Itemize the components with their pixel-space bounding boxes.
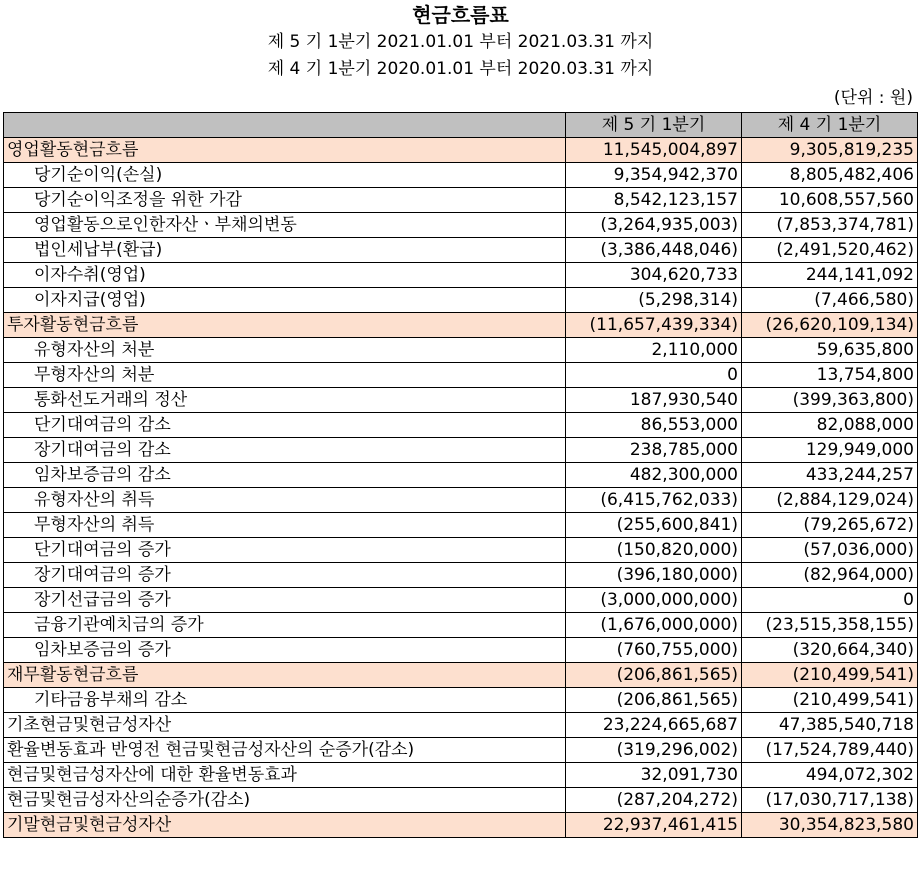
row-current-value: 22,937,461,415	[566, 813, 742, 838]
row-label: 장기대여금의 감소	[4, 438, 566, 463]
row-current-value: (287,204,272)	[566, 788, 742, 813]
row-current-value: 8,542,123,157	[566, 188, 742, 213]
row-prior-value: (399,363,800)	[742, 388, 918, 413]
row-prior-value: 13,754,800	[742, 363, 918, 388]
row-prior-value: (79,265,672)	[742, 513, 918, 538]
table-row	[4, 313, 918, 338]
row-prior-value: (210,499,541)	[742, 663, 918, 688]
row-current-value: (150,820,000)	[566, 538, 742, 563]
table-row	[4, 288, 918, 313]
row-prior-value: 8,805,482,406	[742, 163, 918, 188]
row-current-value: 23,224,665,687	[566, 713, 742, 738]
table-row	[4, 363, 918, 388]
row-prior-value: 433,244,257	[742, 463, 918, 488]
table-row	[4, 713, 918, 738]
row-current-value: (3,386,448,046)	[566, 238, 742, 263]
header-current-period: 제 5 기 1분기	[566, 113, 742, 138]
table-row	[4, 338, 918, 363]
row-current-value: 482,300,000	[566, 463, 742, 488]
row-prior-value: (2,491,520,462)	[742, 238, 918, 263]
row-current-value: 11,545,004,897	[566, 138, 742, 163]
table-row	[4, 638, 918, 663]
row-current-value: (5,298,314)	[566, 288, 742, 313]
table-row	[4, 138, 918, 163]
row-current-value: 238,785,000	[566, 438, 742, 463]
row-prior-value: (23,515,358,155)	[742, 613, 918, 638]
row-prior-value: (7,466,580)	[742, 288, 918, 313]
row-label: 현금및현금성자산의순증가(감소)	[4, 788, 566, 813]
table-row	[4, 213, 918, 238]
row-label: 유형자산의 처분	[4, 338, 566, 363]
row-prior-value: 129,949,000	[742, 438, 918, 463]
table-row	[4, 413, 918, 438]
table-row	[4, 188, 918, 213]
row-label: 무형자산의 처분	[4, 363, 566, 388]
row-prior-value: (17,524,789,440)	[742, 738, 918, 763]
row-current-value: 9,354,942,370	[566, 163, 742, 188]
row-prior-value: 0	[742, 588, 918, 613]
period-prior: 제 4 기 1분기 2020.01.01 부터 2020.03.31 까지	[267, 59, 654, 79]
row-current-value: (319,296,002)	[566, 738, 742, 763]
row-prior-value: (26,620,109,134)	[742, 313, 918, 338]
row-current-value: 187,930,540	[566, 388, 742, 413]
row-current-value: (760,755,000)	[566, 638, 742, 663]
row-current-value: (11,657,439,334)	[566, 313, 742, 338]
row-current-value: (3,000,000,000)	[566, 588, 742, 613]
table-row	[4, 813, 918, 838]
row-label: 이자지급(영업)	[4, 288, 566, 313]
header-label-column	[4, 113, 566, 138]
row-prior-value: (320,664,340)	[742, 638, 918, 663]
table-row	[4, 238, 918, 263]
statement-title: 현금흐름표	[412, 3, 509, 27]
row-current-value: 0	[566, 363, 742, 388]
row-label: 환율변동효과 반영전 현금및현금성자산의 순증가(감소)	[4, 738, 566, 763]
table-row	[4, 488, 918, 513]
table-row	[4, 163, 918, 188]
row-prior-value: (7,853,374,781)	[742, 213, 918, 238]
row-label: 임차보증금의 감소	[4, 463, 566, 488]
row-prior-value: 82,088,000	[742, 413, 918, 438]
row-current-value: 304,620,733	[566, 263, 742, 288]
header-prior-period: 제 4 기 1분기	[742, 113, 918, 138]
row-current-value: (396,180,000)	[566, 563, 742, 588]
row-prior-value: 30,354,823,580	[742, 813, 918, 838]
row-label: 당기순이익(손실)	[4, 163, 566, 188]
table-row	[4, 388, 918, 413]
row-current-value: (255,600,841)	[566, 513, 742, 538]
row-label: 당기순이익조정을 위한 가감	[4, 188, 566, 213]
row-label: 유형자산의 취득	[4, 488, 566, 513]
row-prior-value: 9,305,819,235	[742, 138, 918, 163]
row-label: 임차보증금의 증가	[4, 638, 566, 663]
row-label: 투자활동현금흐름	[4, 313, 566, 338]
row-prior-value: (57,036,000)	[742, 538, 918, 563]
table-row	[4, 613, 918, 638]
cash-flow-table	[3, 112, 918, 838]
row-current-value: (6,415,762,033)	[566, 488, 742, 513]
row-label: 재무활동현금흐름	[4, 663, 566, 688]
table-row	[4, 563, 918, 588]
row-prior-value: 47,385,540,718	[742, 713, 918, 738]
row-label: 무형자산의 취득	[4, 513, 566, 538]
table-row	[4, 738, 918, 763]
row-prior-value: (210,499,541)	[742, 688, 918, 713]
table-row	[4, 763, 918, 788]
row-label: 단기대여금의 감소	[4, 413, 566, 438]
table-row	[4, 788, 918, 813]
period-current: 제 5 기 1분기 2021.01.01 부터 2021.03.31 까지	[267, 32, 654, 52]
row-label: 기말현금및현금성자산	[4, 813, 566, 838]
row-label: 기타금융부채의 감소	[4, 688, 566, 713]
unit-label: (단위 : 원)	[833, 88, 913, 108]
row-label: 단기대여금의 증가	[4, 538, 566, 563]
row-prior-value: 59,635,800	[742, 338, 918, 363]
table-row	[4, 463, 918, 488]
table-row	[4, 588, 918, 613]
table-row	[4, 438, 918, 463]
row-label: 현금및현금성자산에 대한 환율변동효과	[4, 763, 566, 788]
row-label: 기초현금및현금성자산	[4, 713, 566, 738]
table-row	[4, 688, 918, 713]
row-label: 이자수취(영업)	[4, 263, 566, 288]
table-header-row	[4, 113, 918, 138]
row-current-value: (3,264,935,003)	[566, 213, 742, 238]
row-prior-value: (82,964,000)	[742, 563, 918, 588]
row-label: 장기대여금의 증가	[4, 563, 566, 588]
row-prior-value: 244,141,092	[742, 263, 918, 288]
row-current-value: (1,676,000,000)	[566, 613, 742, 638]
row-current-value: 32,091,730	[566, 763, 742, 788]
table-row	[4, 263, 918, 288]
row-label: 영업활동으로인한자산ㆍ부채의변동	[4, 213, 566, 238]
table-row	[4, 513, 918, 538]
row-label: 금융기관예치금의 증가	[4, 613, 566, 638]
table-row	[4, 663, 918, 688]
row-current-value: 2,110,000	[566, 338, 742, 363]
row-current-value: (206,861,565)	[566, 688, 742, 713]
row-label: 통화선도거래의 정산	[4, 388, 566, 413]
table-row	[4, 538, 918, 563]
row-label: 장기선급금의 증가	[4, 588, 566, 613]
row-current-value: 86,553,000	[566, 413, 742, 438]
row-prior-value: 10,608,557,560	[742, 188, 918, 213]
row-label: 영업활동현금흐름	[4, 138, 566, 163]
row-prior-value: 494,072,302	[742, 763, 918, 788]
row-label: 법인세납부(환급)	[4, 238, 566, 263]
row-prior-value: (17,030,717,138)	[742, 788, 918, 813]
row-prior-value: (2,884,129,024)	[742, 488, 918, 513]
row-current-value: (206,861,565)	[566, 663, 742, 688]
